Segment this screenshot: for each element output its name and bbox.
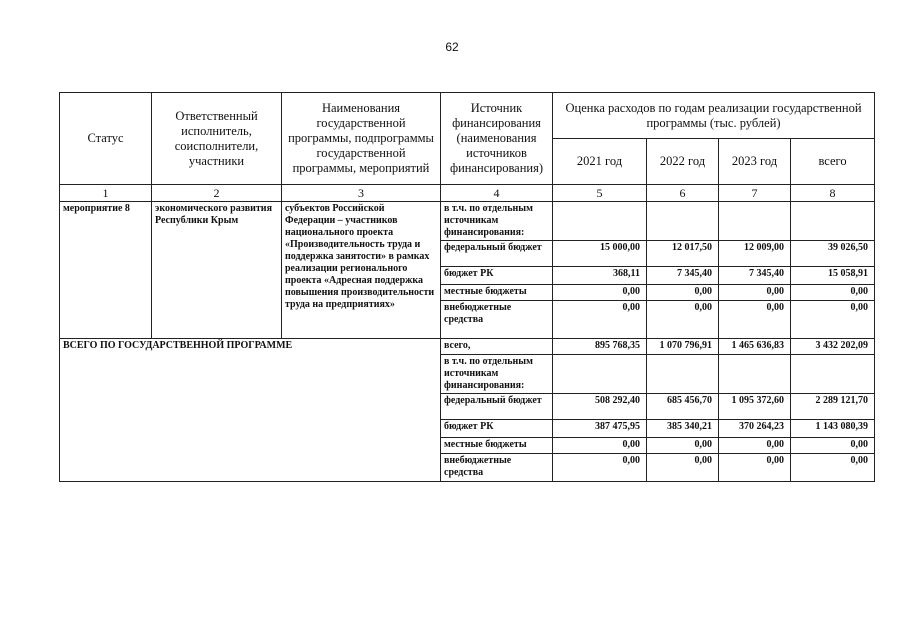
value-2023 <box>719 202 791 241</box>
source-cell: внебюджетные средства <box>441 454 553 482</box>
value-2022: 12 017,50 <box>647 241 719 267</box>
value-2023: 12 009,00 <box>719 241 791 267</box>
column-index: 7 <box>719 185 791 202</box>
program-total-label: ВСЕГО ПО ГОСУДАРСТВЕННОЙ ПРОГРАММЕ <box>60 339 441 482</box>
value-2023: 1 465 636,83 <box>719 339 791 355</box>
column-index: 2 <box>152 185 282 202</box>
source-cell: в т.ч. по отдельным источникам финансирования: <box>441 202 553 241</box>
value-total: 3 432 202,09 <box>791 339 875 355</box>
value-2021: 0,00 <box>553 454 647 482</box>
source-cell: местные бюджеты <box>441 438 553 454</box>
column-index: 8 <box>791 185 875 202</box>
measure-name-cell: субъектов Российской Федерации – участников национального проекта «Производительность труда и поддержка занятости» в рамках реализации регионального проекта «Адресная поддержка повышения производительности труда на предприятиях» <box>282 202 441 339</box>
header-estimate: Оценка расходов по годам реализации государственной программы (тыс. рублей) <box>553 93 875 139</box>
value-2022: 1 070 796,91 <box>647 339 719 355</box>
value-total: 1 143 080,39 <box>791 420 875 438</box>
value-total: 0,00 <box>791 285 875 301</box>
value-2022: 0,00 <box>647 301 719 339</box>
value-2022: 7 345,40 <box>647 267 719 285</box>
value-total: 0,00 <box>791 438 875 454</box>
column-index-row <box>60 185 875 202</box>
value-2023: 0,00 <box>719 438 791 454</box>
value-total <box>791 355 875 394</box>
value-2022: 0,00 <box>647 438 719 454</box>
column-index: 3 <box>282 185 441 202</box>
header-total: всего <box>791 139 875 185</box>
value-2021: 15 000,00 <box>553 241 647 267</box>
source-cell: бюджет РК <box>441 420 553 438</box>
source-cell: в т.ч. по отдельным источникам финансирования: <box>441 355 553 394</box>
budget-table <box>59 92 875 482</box>
value-2021: 895 768,35 <box>553 339 647 355</box>
value-2021 <box>553 355 647 394</box>
value-2021: 0,00 <box>553 438 647 454</box>
value-2021: 387 475,95 <box>553 420 647 438</box>
source-cell: местные бюджеты <box>441 285 553 301</box>
source-cell: внебюджетные средства <box>441 301 553 339</box>
column-index: 5 <box>553 185 647 202</box>
value-2023: 370 264,23 <box>719 420 791 438</box>
value-2021: 368,11 <box>553 267 647 285</box>
value-total <box>791 202 875 241</box>
value-2022: 685 456,70 <box>647 394 719 420</box>
source-cell: всего, <box>441 339 553 355</box>
column-index: 1 <box>60 185 152 202</box>
value-total: 2 289 121,70 <box>791 394 875 420</box>
value-total: 0,00 <box>791 301 875 339</box>
table-row <box>60 339 875 355</box>
header-year-2022: 2022 год <box>647 139 719 185</box>
source-cell: федеральный бюджет <box>441 394 553 420</box>
value-2022: 0,00 <box>647 454 719 482</box>
value-2023: 1 095 372,60 <box>719 394 791 420</box>
header-source: Источник финансирования (наименования источников финансирования) <box>441 93 553 185</box>
source-cell: федеральный бюджет <box>441 241 553 267</box>
value-total: 0,00 <box>791 454 875 482</box>
header-executor: Ответственный исполнитель, соисполнители, участники <box>152 93 282 185</box>
status-cell: мероприятие 8 <box>60 202 152 339</box>
value-2023: 0,00 <box>719 285 791 301</box>
header-year-2021: 2021 год <box>553 139 647 185</box>
executor-cell: экономического развития Республики Крым <box>152 202 282 339</box>
value-total: 39 026,50 <box>791 241 875 267</box>
value-2023: 0,00 <box>719 454 791 482</box>
value-2021: 0,00 <box>553 301 647 339</box>
column-index: 4 <box>441 185 553 202</box>
value-2021: 508 292,40 <box>553 394 647 420</box>
column-index: 6 <box>647 185 719 202</box>
value-2022: 385 340,21 <box>647 420 719 438</box>
value-2023 <box>719 355 791 394</box>
value-2023: 0,00 <box>719 301 791 339</box>
value-2022 <box>647 355 719 394</box>
value-total: 15 058,91 <box>791 267 875 285</box>
value-2021: 0,00 <box>553 285 647 301</box>
header-year-2023: 2023 год <box>719 139 791 185</box>
header-status: Статус <box>60 93 152 185</box>
value-2022 <box>647 202 719 241</box>
table-row <box>60 202 875 241</box>
header-names: Наименования государственной программы, подпрограммы государственной программы, мероприятий <box>282 93 441 185</box>
value-2023: 7 345,40 <box>719 267 791 285</box>
value-2022: 0,00 <box>647 285 719 301</box>
page-number: 62 <box>445 40 459 54</box>
value-2021 <box>553 202 647 241</box>
source-cell: бюджет РК <box>441 267 553 285</box>
